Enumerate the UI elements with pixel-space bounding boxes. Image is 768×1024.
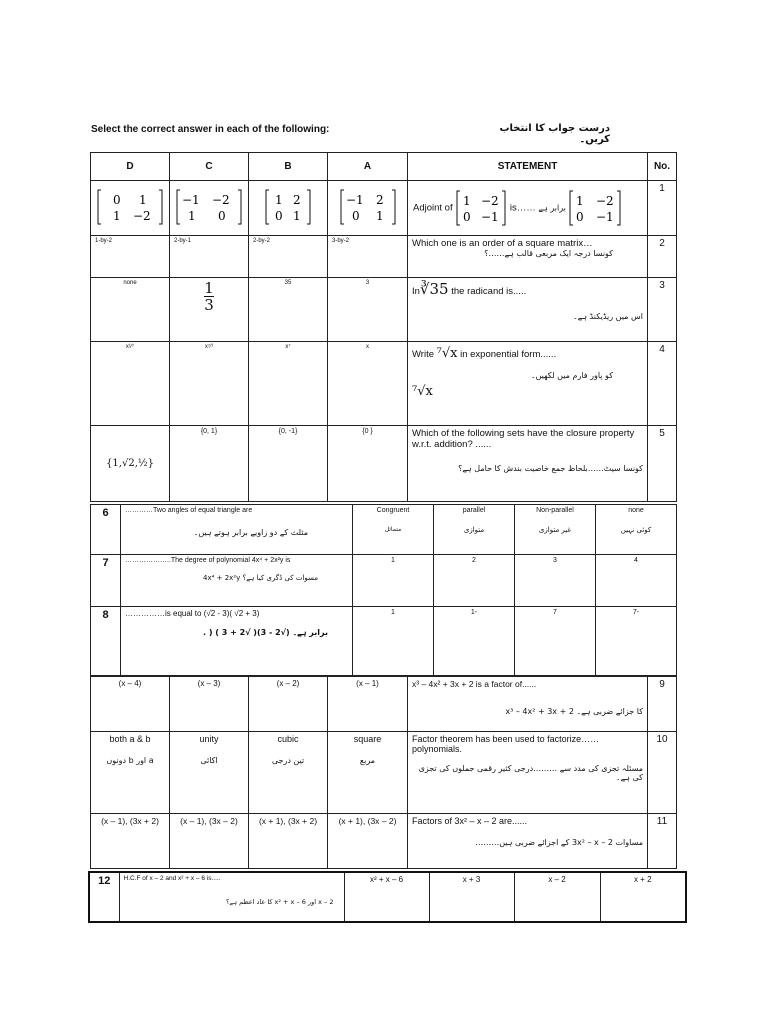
- option-b: 2-by-2: [249, 236, 328, 278]
- statement-text: Which of the following sets have the closure property w.r.t. addition? ......: [412, 428, 635, 450]
- option-d: x¹⁄⁷: [91, 342, 170, 426]
- option-a: (x + 1), (3x – 2): [328, 814, 408, 869]
- question-number: 6: [91, 505, 121, 555]
- statement-text: H.C.F of x – 2 and x² + x – 6 is.....: [123, 875, 221, 882]
- statement: [119, 872, 344, 922]
- instruction-urdu: درست جواب کا انتخاب کریں۔: [499, 123, 610, 145]
- question-row-8: [91, 607, 677, 676]
- option-a: 3-by-2: [328, 236, 408, 278]
- matrix-c: [174, 187, 244, 227]
- statement-urdu: کونسا سیٹ……بلحاظ جمع خاصیت بندش کا حامل ہے؟: [458, 464, 643, 473]
- option-urdu: کوئی نہیں: [620, 526, 652, 534]
- option-c: [170, 181, 249, 236]
- svg-text:0: 0: [351, 209, 360, 223]
- svg-text:2: 2: [375, 193, 384, 207]
- instruction-english: Select the correct answer in each of the following:: [91, 124, 330, 135]
- svg-text:1: 1: [463, 194, 471, 208]
- option-d: [91, 426, 170, 502]
- question-number: 11: [648, 814, 677, 869]
- mcq-table-2: [90, 504, 677, 676]
- option: 1: [353, 607, 434, 676]
- fraction-numerator: 1: [204, 279, 214, 297]
- option: 2: [434, 555, 515, 607]
- option-urdu: اکائی: [200, 756, 218, 765]
- option: [434, 505, 515, 555]
- option: 1-: [434, 607, 515, 676]
- statement-text: Factor theorem has been used to factorize…… polynomials.: [412, 734, 600, 754]
- svg-text:1: 1: [139, 193, 147, 207]
- statement: [408, 181, 648, 236]
- option-urdu: تین درجی: [271, 756, 305, 765]
- matrix-a: [338, 187, 398, 227]
- option-c: (x – 1), (3x – 2): [170, 814, 249, 869]
- statement-urdu: مثلث کے دو زاویے برابر ہوتے ہیں۔: [193, 528, 308, 537]
- svg-text:1: 1: [375, 209, 384, 223]
- option-text: square: [353, 734, 382, 744]
- statement-text: ……………is equal to (√2 - 3)( √2 + 3): [125, 609, 260, 618]
- option: 3: [515, 555, 596, 607]
- option: 7-: [596, 607, 677, 676]
- radical-expression: ⁷√x: [436, 346, 458, 361]
- svg-text:−1: −1: [182, 193, 200, 207]
- option-d: [91, 181, 170, 236]
- svg-text:1: 1: [188, 209, 196, 223]
- svg-text:−1: −1: [345, 193, 364, 207]
- option-text: cubic: [277, 734, 299, 744]
- question-row-2: [91, 236, 677, 278]
- statement-text: ………………..The degree of polynomial 4x⁴ + 2x²y is: [125, 557, 291, 564]
- svg-text:0: 0: [463, 210, 471, 224]
- option-b: [249, 181, 328, 236]
- col-header-c: C: [170, 153, 249, 181]
- statement-urdu: مسوات کی ڈگری کیا ہے؟ 4x⁴ + 2x²y: [203, 574, 318, 582]
- statement-text: …………Two angles of equal triangle are: [125, 507, 253, 514]
- question-number: 10: [648, 732, 677, 814]
- col-header-no: No.: [648, 153, 677, 181]
- statement-text: x³ – 4x² + 3x + 2 is a factor of......: [412, 679, 537, 689]
- svg-text:1: 1: [275, 193, 283, 207]
- option-text: none: [628, 507, 644, 514]
- option-urdu: a اور b دونوں: [106, 756, 154, 765]
- option-a: {0 }: [328, 426, 408, 502]
- question-number: 1: [648, 181, 677, 236]
- question-matrix: [455, 188, 507, 228]
- svg-text:0: 0: [576, 210, 585, 224]
- svg-text:1: 1: [113, 209, 121, 223]
- question-number: 4: [648, 342, 677, 426]
- statement-post: the radicand is.....: [448, 286, 527, 297]
- svg-text:−1: −1: [481, 210, 499, 224]
- question-number: 3: [648, 278, 677, 342]
- option: [515, 505, 596, 555]
- option-c: x⁷⁄¹: [170, 342, 249, 426]
- option-urdu: غیر متوازی: [538, 526, 572, 534]
- option-a: (x – 1): [328, 677, 408, 732]
- statement-urdu: برابر ہے۔ (√2 - 3)( √2 + 3 ) ( .: [203, 628, 328, 637]
- statement: [408, 342, 648, 426]
- question-row-7: [91, 555, 677, 607]
- statement-text: Factors of 3x² – x – 2 are......: [412, 816, 528, 826]
- option-a: x: [328, 342, 408, 426]
- question-row-1: [91, 181, 677, 236]
- question-row-12: [89, 872, 686, 922]
- statement: [408, 814, 648, 869]
- statement-urdu: کا جزائے ضربی ہے۔ x³ – 4x² + 3x + 2: [505, 707, 643, 716]
- option: x + 3: [429, 872, 514, 922]
- col-header-d: D: [91, 153, 170, 181]
- option: x + 2: [600, 872, 686, 922]
- col-header-a: A: [328, 153, 408, 181]
- question-number: 12: [89, 872, 119, 922]
- question-row-3: [91, 278, 677, 342]
- option: x – 2: [514, 872, 600, 922]
- option: [596, 505, 677, 555]
- option-a: [328, 732, 408, 814]
- statement-post: in exponential form......: [457, 349, 557, 360]
- statement: [408, 236, 648, 278]
- question-row-5: [91, 426, 677, 502]
- option: x² + x – 6: [344, 872, 429, 922]
- option-b: [249, 732, 328, 814]
- fraction-one-third: [204, 280, 214, 313]
- mcq-table-4: [88, 871, 687, 923]
- option-text: unity: [199, 734, 219, 744]
- question-number: 9: [648, 677, 677, 732]
- option: 1: [353, 555, 434, 607]
- statement-urdu: x – 2 اور x² + x – 6 کا عاد اعظم ہے؟: [225, 898, 334, 906]
- statement: [408, 732, 648, 814]
- mcq-table-1: [90, 152, 677, 502]
- matrix-b: [263, 187, 313, 227]
- statement-urdu: اس میں ریڈیکنڈ ہے۔: [572, 312, 643, 321]
- option-c: {0, 1}: [170, 426, 249, 502]
- option-urdu: متوازی: [463, 526, 485, 534]
- statement-urdu: مسئلہ تجزی کی مدد سے ………درجی کثیر رقمی جملوں کی تجزی کی ہے۔: [418, 764, 643, 782]
- svg-text:0: 0: [113, 193, 121, 207]
- option-text: Non-parallel: [536, 507, 574, 514]
- option-c: (x – 3): [170, 677, 249, 732]
- radical-expression: ∛35: [419, 280, 449, 298]
- statement-pre: In: [412, 286, 420, 297]
- statement-text: Which one is an order of a square matrix…: [412, 238, 593, 249]
- set-with-radical: {1,√2,½}: [106, 458, 154, 469]
- svg-text:2: 2: [293, 193, 301, 207]
- statement-urdu: کو پاور فارم میں لکھیں۔: [530, 371, 613, 380]
- svg-text:1: 1: [576, 194, 585, 208]
- fraction-denominator: 3: [204, 296, 214, 314]
- option: [353, 505, 434, 555]
- question-number: 8: [91, 607, 121, 676]
- statement-text: Adjoint of: [413, 202, 453, 214]
- statement: [408, 278, 648, 342]
- question-row-10: [91, 732, 677, 814]
- option-c: [170, 278, 249, 342]
- question-row-11: [91, 814, 677, 869]
- svg-text:0: 0: [275, 209, 283, 223]
- option-b: 35: [249, 278, 328, 342]
- option-c: 2-by-1: [170, 236, 249, 278]
- svg-text:−2: −2: [481, 194, 499, 208]
- question-number: 5: [648, 426, 677, 502]
- option-d: none: [91, 278, 170, 342]
- question-number: 2: [648, 236, 677, 278]
- question-row-6: [91, 505, 677, 555]
- mcq-table-3: [90, 676, 677, 869]
- question-number: 7: [91, 555, 121, 607]
- option-text: both a & b: [109, 734, 151, 744]
- option-urdu: متماثل: [384, 526, 402, 533]
- svg-text:−1: −1: [596, 210, 615, 224]
- option-d: [91, 732, 170, 814]
- option-a: 3: [328, 278, 408, 342]
- statement-urdu: مساوات 3x² – x – 2 کے اجزائے ضربی ہیں………: [475, 838, 643, 847]
- option-text: Congruent: [376, 507, 410, 514]
- question-row-4: [91, 342, 677, 426]
- option-b: {0, -1}: [249, 426, 328, 502]
- option: 7: [515, 607, 596, 676]
- statement: [121, 607, 353, 676]
- question-row-9: [91, 677, 677, 732]
- svg-text:−2: −2: [212, 193, 230, 207]
- option-c: [170, 732, 249, 814]
- option-b: (x + 1), (3x + 2): [249, 814, 328, 869]
- option-b: (x – 2): [249, 677, 328, 732]
- col-header-b: B: [249, 153, 328, 181]
- option-urdu: مربع: [359, 756, 376, 765]
- svg-text:0: 0: [218, 209, 226, 223]
- svg-text:−2: −2: [596, 194, 615, 208]
- urdu-matrix: [568, 188, 622, 228]
- option-a: [328, 181, 408, 236]
- statement-mid: is……: [509, 202, 536, 214]
- option: 4: [596, 555, 677, 607]
- option-text: parallel: [462, 507, 486, 514]
- svg-text:1: 1: [293, 209, 301, 223]
- radical-expression-2: ⁷√x: [412, 384, 433, 399]
- option-d: 1-by-2: [91, 236, 170, 278]
- statement-urdu: برابر ہے: [538, 203, 566, 213]
- statement-urdu: کونسا درجہ ایک مربعی قالب ہے……؟: [484, 249, 613, 258]
- statement: [408, 426, 648, 502]
- statement-pre: Write: [412, 349, 434, 360]
- col-header-statement: STATEMENT: [408, 153, 648, 181]
- option-d: (x – 1), (3x + 2): [91, 814, 170, 869]
- option-d: (x – 4): [91, 677, 170, 732]
- svg-text:−2: −2: [133, 209, 151, 223]
- option-b: x⁷: [249, 342, 328, 426]
- statement: [408, 677, 648, 732]
- statement: [121, 555, 353, 607]
- statement: [121, 505, 353, 555]
- matrix-d: [95, 187, 165, 227]
